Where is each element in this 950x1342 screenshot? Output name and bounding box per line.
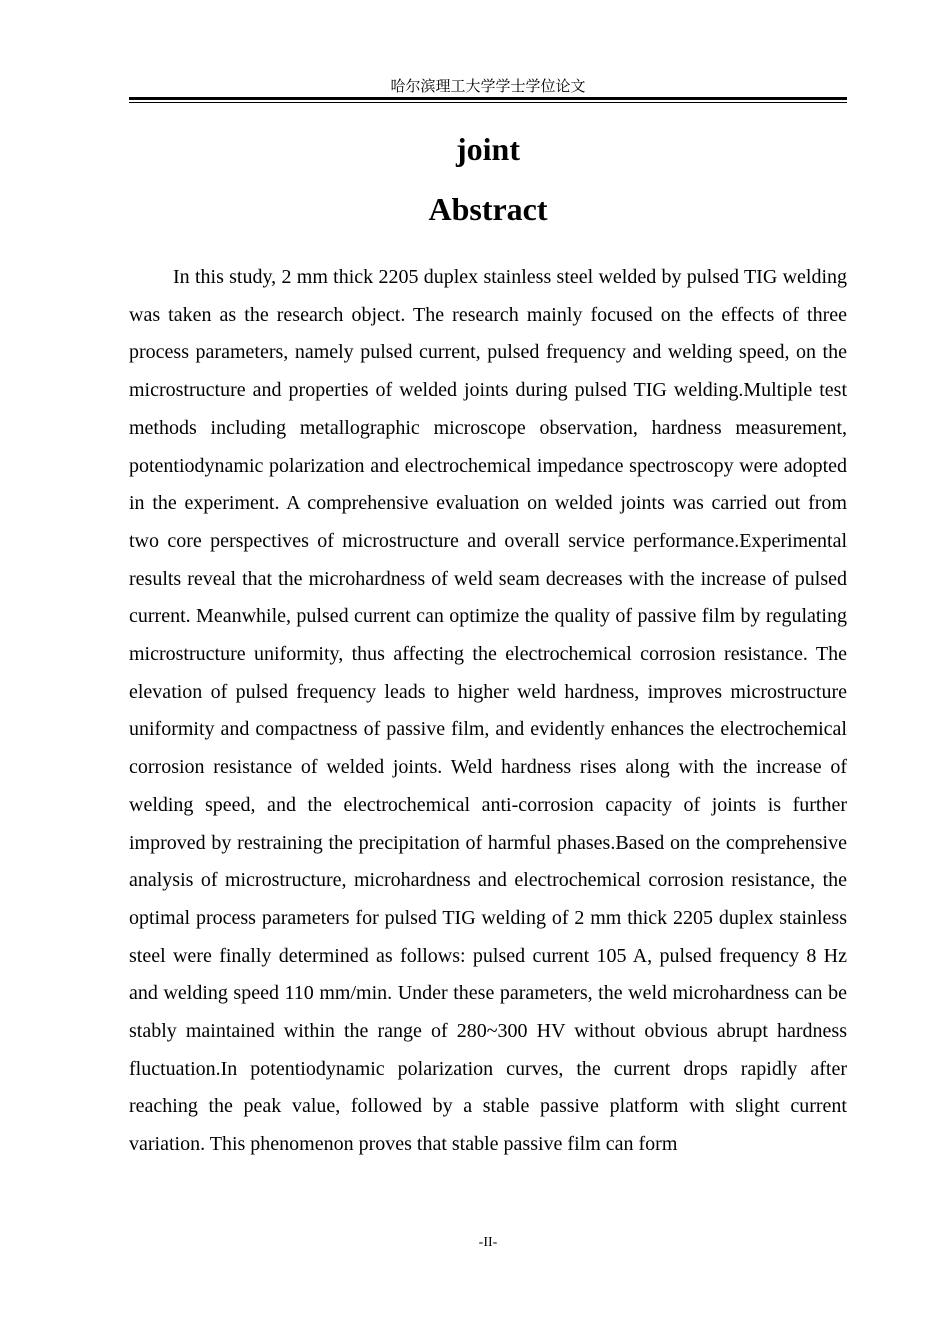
page-number: -II-	[478, 1235, 498, 1250]
abstract-body: In this study, 2 mm thick 2205 duplex stainless steel welded by pulsed TIG welding was taken as the research object. The research mainly focused on the effects of three process parameters, namely pulsed current, pulsed frequency and welding speed, on the microstructure and properties of welded joints during pulsed TIG welding.Multiple test methods including metallographic microscope observation, hardness measurement, potentiodynamic polarization and electrochemical impedance spectroscopy were adopted in the experiment. A comprehensive evaluation on welded joints was carried out from two core perspectives of microstructure and overall service performance.Experimental results reveal that the microhardness of weld seam decreases with the increase of pulsed current. Meanwhile, pulsed current can optimize the quality of passive film by regulating microstructure uniformity, thus affecting the electrochemical corrosion resistance. The elevation of pulsed frequency leads to higher weld hardness, improves microstructure uniformity and compactness of passive film, and evidently enhances the electrochemical corrosion resistance of welded joints. Weld hardness rises along with the increase of welding speed, and the electrochemical anti-corrosion capacity of joints is further improved by restraining the precipitation of harmful phases.Based on the comprehensive analysis of microstructure, microhardness and electrochemical corrosion resistance, the optimal process parameters for pulsed TIG welding of 2 mm thick 2205 duplex stainless steel were finally determined as follows: pulsed current 105 A, pulsed frequency 8 Hz and welding speed 110 mm/min. Under these parameters, the weld microhardness can be stably maintained within the range of 280~300 HV without obvious abrupt hardness fluctuation.In potentiodynamic polarization curves, the current drops rapidly after reaching the peak value, followed by a stable passive platform with slight current variation. This phenomenon proves that stable passive film can form	[129, 266, 847, 1156]
title-continuation: joint	[456, 131, 520, 167]
header-rule-thin	[129, 102, 847, 103]
running-header: 哈尔滨理工大学学士学位论文	[390, 77, 586, 95]
header-rule-thick	[129, 97, 847, 100]
abstract-heading: Abstract	[428, 191, 548, 227]
